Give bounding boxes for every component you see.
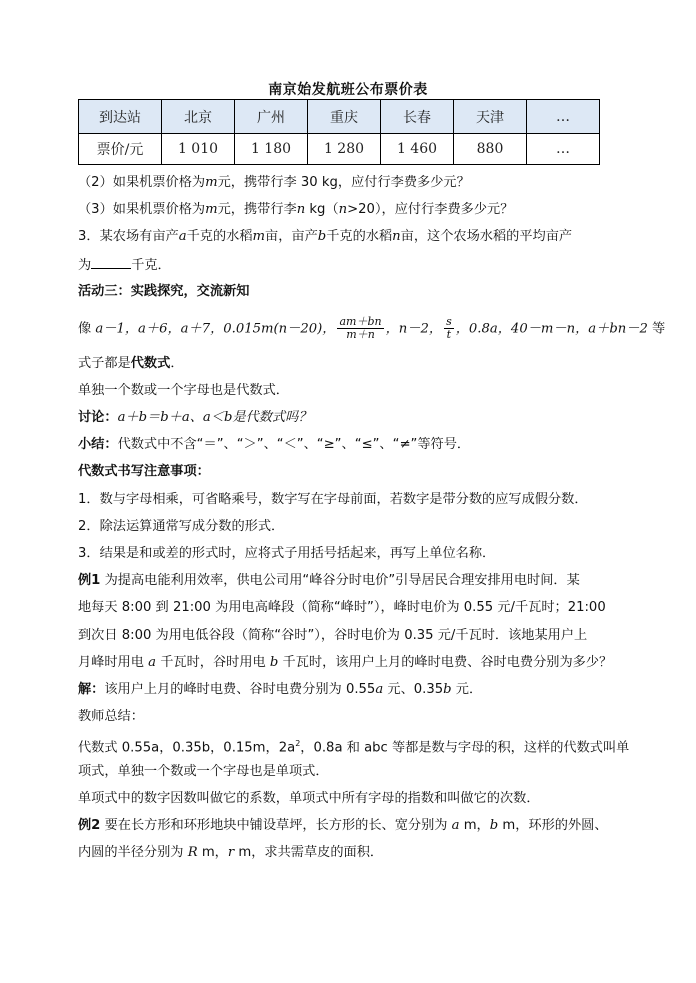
note-item: 3．结果是和或差的形式时，应将式子用括号括起来，再写上单位名称． [78, 546, 496, 561]
question-farm-line1: 3．某农场有亩产a千克的水稻m亩，亩产b千克的水稻n亩，这个农场水稻的平均亩产 [78, 229, 573, 244]
example-2-line2: 内圆的半径分别为 R m，r m，求共需草皮的面积． [78, 845, 384, 860]
example-2-line1: 例2 要在长方形和环形地块中铺设草坪，长方形的长、宽分别为 a m，b m，环形的外圆、 [78, 818, 608, 833]
fare-table [78, 99, 600, 165]
destination-cell: 长春 [381, 100, 454, 134]
example-1-line3: 到次日 8:00 为用电低谷段（简称“谷时”），谷时电价为 0.35 元/千瓦时．该地某用户上 [78, 628, 588, 643]
price-label-cell: 票价/元 [79, 134, 162, 165]
destination-cell: 天津 [454, 100, 527, 134]
answer-blank [91, 255, 131, 269]
discussion-line: 讨论：a＋b＝b＋a、a＜b是代数式吗？ [78, 410, 312, 425]
price-cell: … [527, 134, 600, 165]
single-term-line: 单独一个数或一个字母也是代数式． [78, 383, 289, 398]
destination-cell: 重庆 [308, 100, 381, 134]
question-2: （2）如果机票价格为m元，携带行李 30 kg，应付行李费多少元？ [78, 175, 470, 190]
price-cell: 880 [454, 134, 527, 165]
header-label-cell: 到达站 [79, 100, 162, 134]
question-farm-line2: 为 千克． [78, 255, 171, 275]
destination-cell: … [527, 100, 600, 134]
price-cell: 1 460 [381, 134, 454, 165]
teacher-summary-line1: 代数式 0.55a，0.35b，0.15m，$2a^2$，0.8a 和 abc 等都是数与字母的积，这样的代数式叫单 [78, 739, 630, 756]
example-1-line2: 地每天 8:00 到 21:00 为用电高峰段（简称“峰时”），峰时电价为 0.55 元/千瓦时；21:00 [78, 600, 606, 615]
fraction: $\frac{s}{t}$ [446, 315, 452, 341]
example-1-line1: 例1 为提高电能利用效率，供电公司用“峰谷分时电价”引导居民合理安排用电时间．某 [78, 573, 580, 588]
table-row [79, 100, 600, 134]
destination-cell: 北京 [162, 100, 235, 134]
teacher-summary-line3: 单项式中的数字因数叫做它的系数，单项式中所有字母的指数和叫做它的次数． [78, 791, 540, 806]
teacher-summary-title: 教师总结： [78, 709, 144, 724]
note-item: 2．除法运算通常写成分数的形式． [78, 519, 285, 534]
price-cell: 1 280 [308, 134, 381, 165]
examples-line: 像 a－1，a＋6，a＋7，0.015m(n－20)， $\frac{am+bn}{m+n}$ ，n－2， $\frac{s}{t}$ ，0.8a，40－m－n，a＋bn－2 等 [78, 315, 666, 341]
question-3: （3）如果机票价格为m元，携带行李n kg（n>20），应付行李费多少元？ [78, 202, 514, 217]
price-cell: 1 180 [235, 134, 308, 165]
destination-cell: 广州 [235, 100, 308, 134]
summary-line: 小结：代数式中不含“＝”、“＞”、“＜”、“≥”、“≤”、“≠”等符号． [78, 437, 471, 452]
examples-line2: 式子都是代数式． [78, 356, 184, 371]
fraction: $\frac{am+bn}{m+n}$ [339, 315, 382, 341]
table-title: 南京始发航班公布票价表 [268, 82, 428, 98]
example-1-line4: 月峰时用电 a 千瓦时，谷时用电 b 千瓦时，该用户上月的峰时电费、谷时电费分别为多少？ [78, 655, 613, 670]
table-row [79, 134, 600, 165]
activity-3-heading: 活动三：实践探究，交流新知 [78, 284, 250, 299]
price-cell: 1 010 [162, 134, 235, 165]
teacher-summary-line2: 项式，单独一个数或一个字母也是单项式． [78, 764, 329, 779]
example-1-solution: 解：该用户上月的峰时电费、谷时电费分别为 0.55a 元、0.35b 元． [78, 682, 483, 697]
notes-heading: 代数式书写注意事项： [78, 464, 210, 479]
note-item: 1．数与字母相乘，可省略乘号，数字写在字母前面，若数字是带分数的应写成假分数． [78, 492, 588, 507]
